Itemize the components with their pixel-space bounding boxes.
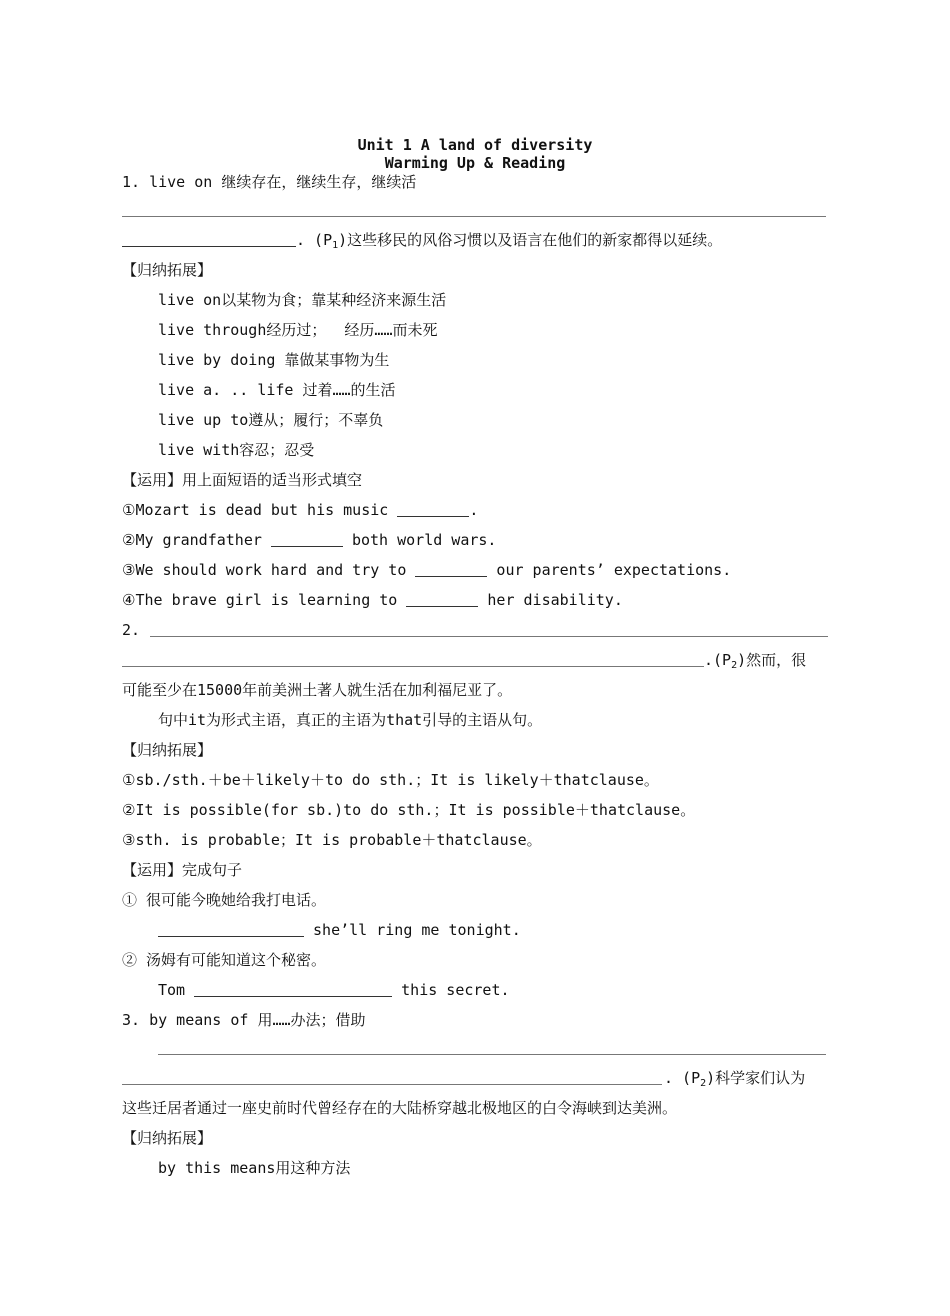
question-2: ② 汤姆有可能知道这个秘密。 [122, 951, 327, 969]
expand-label: 【归纳拓展】 [122, 261, 213, 279]
answer-blank[interactable] [415, 562, 487, 577]
phrase-item: live with容忍；忍受 [158, 441, 315, 459]
exercise-3: ③We should work hard and try to our parents’ expectations. [122, 561, 732, 579]
answer-line [158, 1054, 826, 1055]
item-3-translation-cont: 这些迁居者通过一座史前时代曾经存在的大陆桥穿越北极地区的白令海峡到达美洲。 [122, 1099, 678, 1117]
item-1-translation: . $(P_1)$这些移民的风俗习惯以及语言在他们的新家都得以延续。 [122, 230, 722, 256]
pattern-item: ①sb./sth.＋be＋likely＋to do sth.；It is likely＋thatclause。 [122, 771, 659, 789]
answer-blank[interactable] [158, 922, 304, 937]
unit-title: Unit 1 A land of diversity [357, 136, 593, 154]
phrase-item: live up to遵从；履行；不辜负 [158, 411, 384, 429]
answer-blank[interactable] [194, 982, 392, 997]
apply-label: 【运用】用上面短语的适当形式填空 [122, 471, 363, 489]
item-1-heading: 1. live on 继续存在，继续生存，继续活 [122, 173, 417, 191]
apply-label: 【运用】完成句子 [122, 861, 243, 879]
expand-label: 【归纳拓展】 [122, 741, 213, 759]
answer-line [150, 636, 828, 637]
answer-blank[interactable] [406, 592, 478, 607]
item-2-translation: $.(P_2)$然而，很 [704, 651, 807, 671]
answer-line [122, 666, 704, 667]
exercise-1: ①Mozart is dead but his music . [122, 501, 479, 519]
phrase-item: live by doing 靠做某事物为生 [158, 351, 390, 369]
answer-line [122, 216, 826, 217]
grammar-note: 句中it为形式主语，真正的主语为that引导的主语从句。 [158, 711, 543, 729]
answer-blank[interactable] [122, 232, 296, 247]
item-3-heading: 3. by means of 用……办法；借助 [122, 1011, 366, 1029]
expand-label: 【归纳拓展】 [122, 1129, 213, 1147]
item-2-translation-cont: 可能至少在15000年前美洲土著人就生活在加利福尼亚了。 [122, 681, 513, 699]
answer-blank[interactable] [271, 532, 343, 547]
section-subtitle: Warming Up & Reading [384, 154, 566, 172]
pattern-item: ③sth. is probable；It is probable＋thatclause。 [122, 831, 542, 849]
answer-2: Tom this secret. [158, 981, 510, 999]
phrase-item: live on以某物为食；靠某种经济来源生活 [158, 291, 447, 309]
phrase-item: live a. .. life 过着……的生活 [158, 381, 396, 399]
answer-blank[interactable] [397, 502, 469, 517]
item-2-heading: 2. [122, 621, 150, 639]
item-3-translation: . $(P_2)$科学家们认为 [664, 1069, 806, 1089]
answer-1: she’ll ring me tonight. [158, 920, 521, 940]
answer-line [122, 1084, 662, 1085]
phrase-item: by this means用这种方法 [158, 1159, 351, 1177]
question-1: ① 很可能今晚她给我打电话。 [122, 891, 327, 909]
exercise-2: ②My grandfather both world wars. [122, 531, 497, 549]
pattern-item: ②It is possible(for sb.)to do sth.；It is possible＋thatclause。 [122, 801, 696, 819]
exercise-4: ④The brave girl is learning to her disability. [122, 591, 623, 609]
phrase-item: live through经历过； 经历……而未死 [158, 321, 438, 339]
